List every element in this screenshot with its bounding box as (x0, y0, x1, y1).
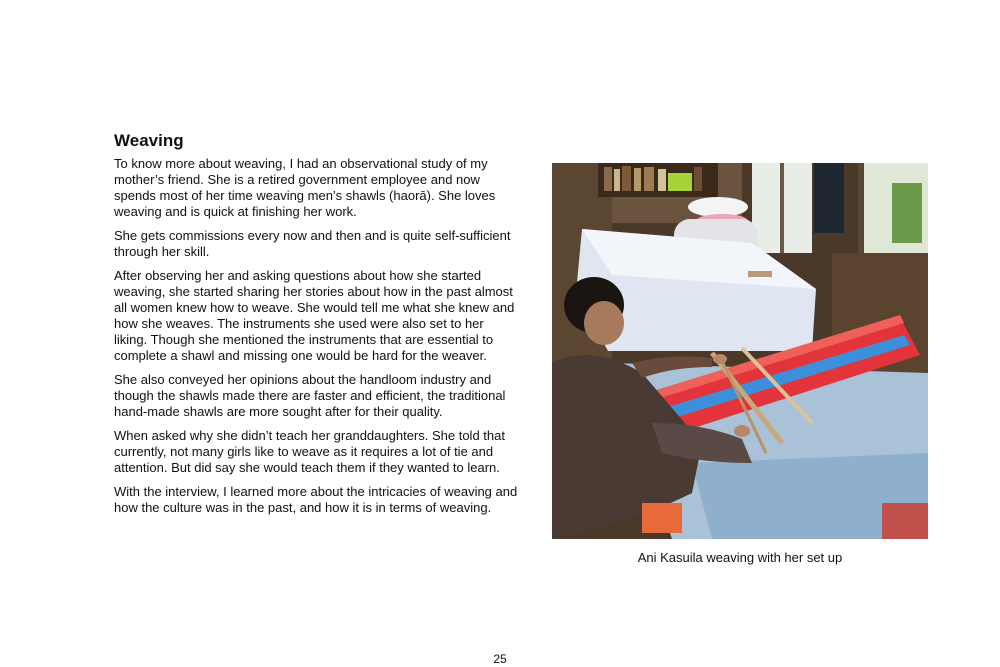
paragraph: She also conveyed her opinions about the handloom industry and though the shawls made there are faster and efficient, the traditional hand-made shawls are more sought after for their quality. (114, 372, 506, 419)
paragraph: To know more about weaving, I had an observational study of my mother’s friend. She is a retired government employee and now spends most of her time weaving men’s shawls (haorā). She loves weaving and is quick at finishing her work. (114, 156, 496, 219)
weaving-photo (552, 163, 928, 539)
paragraph: She gets commissions every now and then and is quite self-sufficient through her skill. (114, 228, 511, 259)
article-body (114, 131, 519, 524)
paragraph: When asked why she didn’t teach her granddaughters. She told that currently, not many girls like to weave as it requires a lot of tie and attention. But did say she would teach them if they wanted to learn. (114, 428, 505, 475)
paragraph: With the interview, I learned more about the intricacies of weaving and how the culture was in the past, and how it is in terms of weaving. (114, 484, 518, 515)
figure-caption: Ani Kasuila weaving with her set up (637, 550, 843, 565)
paragraph: After observing her and asking questions about how she started weaving, she started sharing her stories about how in the past almost all women knew how to weave. She would tell me what she knew and how she weaves. The instruments she used were also set to her liking. Though she mentioned the instruments that are essential to complete a shawl and missing one would be hard for the weaver. (114, 268, 515, 363)
page-number: 25 (493, 652, 507, 666)
section-heading: Weaving (114, 131, 184, 150)
